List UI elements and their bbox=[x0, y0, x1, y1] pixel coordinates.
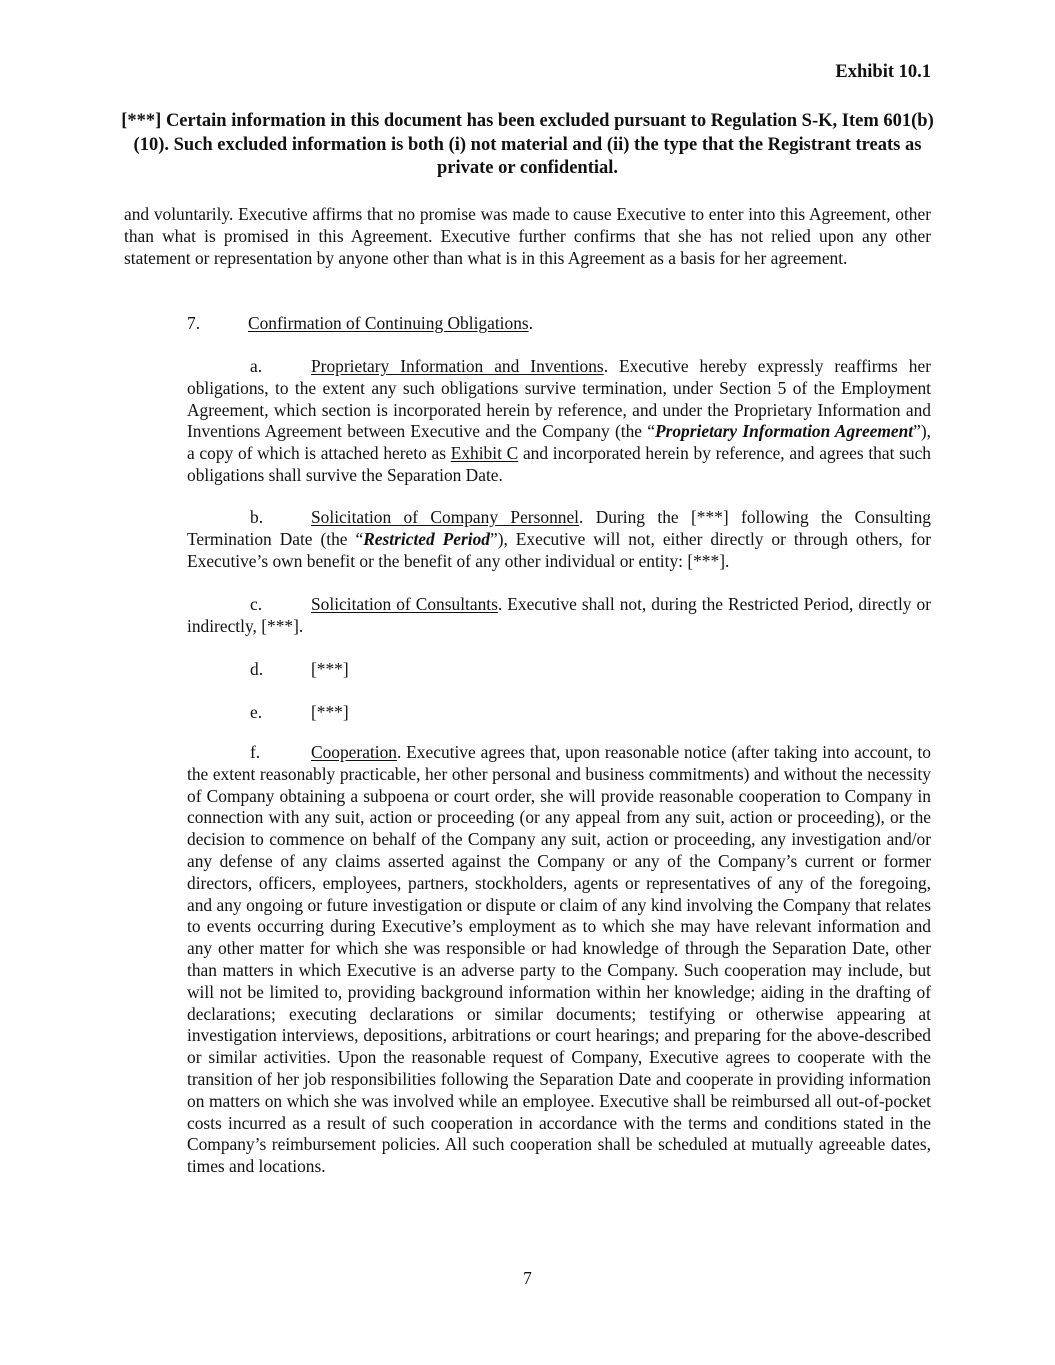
subsection-e bbox=[187, 702, 931, 724]
subsection-f bbox=[187, 742, 931, 1178]
subsection-c bbox=[187, 594, 931, 638]
exhibit-reference: Exhibit C bbox=[450, 443, 519, 464]
subsection-text: . During the [***] following the Consulting Termination Date (the “ bbox=[187, 507, 931, 549]
subsection-letter: a. bbox=[250, 356, 263, 376]
subsection-text: . Executive shall not, during the Restricted Period, directly or indirectly, [***]. bbox=[187, 594, 931, 636]
intro-paragraph: and voluntarily. Executive affirms that no promise was made to cause Executive to enter into this Agreement, other than what is promised in this Agreement. Executive further confirms that she has not relied upon any other statement or representation by anyone other than what is in this Agreement as a basis for her agreement. bbox=[124, 204, 931, 268]
subsection-d bbox=[187, 659, 931, 681]
exhibit-label: Exhibit 10.1 bbox=[835, 62, 931, 82]
subsection-title: Solicitation of Consultants bbox=[311, 594, 498, 614]
subsection-a bbox=[187, 356, 931, 487]
section-title: Confirmation of Continuing Obligations bbox=[248, 313, 529, 333]
subsection-text: ”), Executive will not, either directly or through others, for Executive’s own benefit or the benefit of any other individual or entity: [***]. bbox=[187, 528, 931, 571]
subsection-text: . Executive hereby expressly reaffirms her obligations, to the extent any such obligations survive termination, under Section 5 of the Employment Agreement, which section is incorporated herein by reference, and under the Proprietary Information and Inventions Agreement between Executive and the Company (the “ bbox=[187, 356, 931, 442]
section-title-period: . bbox=[528, 313, 534, 333]
subsection-b bbox=[187, 507, 931, 572]
subsection-letter: c. bbox=[250, 594, 263, 614]
subsection-title: Solicitation of Company Personnel bbox=[311, 507, 580, 527]
section-number: 7. bbox=[187, 313, 201, 333]
subsection-text: [***] bbox=[311, 702, 349, 722]
subsection-letter: b. bbox=[250, 507, 264, 527]
subsection-title: Cooperation bbox=[311, 742, 397, 762]
subsection-letter: d. bbox=[250, 659, 264, 679]
defined-term: Restricted Period bbox=[363, 528, 490, 549]
subsection-text: . Executive agrees that, upon reasonable notice (after taking into account, to the extent reasonably practicable, her other personal and business commitments) and without the necessity of Company obtaining a subpoena or court order, she will provide reasonable cooperation to Company in connection with any suit, action or proceeding (or any appeal from any suit, action or proceeding), or the decision to commence on behalf of the Company any suit, action or proceeding, any investigation and/or any defense of any claims asserted against the Company or any of the Company’s current or former directors, officers, employees, partners, stockholders, agents or representatives of any of the foregoing, and any ongoing or future investigation or dispute or claim of any kind involving the Company that relates to events occurring during Executive’s employment as to which she may have relevant information and any other matter for which she was responsible or had knowledge of through the Separation Date, other than matters in which Executive is an adverse party to the Company. Such cooperation may include, but will not be limited to, providing background information within her knowledge; aiding in the drafting of declarations; executing declarations or similar documents; testifying or otherwise appearing at investigation interviews, depositions, arbitrations or court hearings; and preparing for the above-described or similar activities. Upon the reasonable request of Company, Executive agrees to cooperate with the transition of her job responsibilities following the Separation Date and cooperate in providing information on matters on which she was involved while an employee. Executive shall be reimbursed all out-of-pocket costs incurred as a result of such cooperation in accordance with the terms and conditions stated in the Company’s reimbursement policies. All such cooperation shall be scheduled at mutually agreeable dates, times and locations. bbox=[187, 742, 931, 1177]
page-number: 7 bbox=[523, 1268, 532, 1288]
subsection-text: ”), a copy of which is attached hereto as bbox=[187, 421, 932, 464]
redaction-legend: [***] Certain information in this document has been excluded pursuant to Regulation S-K, Item 601(b)(10). Such excluded information is both (i) not material and (ii) the type that the Registrant treats as private or confidential. bbox=[121, 111, 934, 178]
subsection-letter: e. bbox=[250, 702, 263, 722]
subsection-text: [***] bbox=[311, 659, 349, 679]
subsection-letter: f. bbox=[250, 742, 261, 762]
defined-term: Proprietary Information Agreement bbox=[654, 421, 914, 442]
section-7-heading bbox=[187, 313, 931, 335]
subsection-text: and incorporated herein by reference, and agrees that such obligations shall survive the Separation Date. bbox=[187, 443, 931, 485]
subsection-title: Proprietary Information and Inventions bbox=[311, 356, 604, 376]
